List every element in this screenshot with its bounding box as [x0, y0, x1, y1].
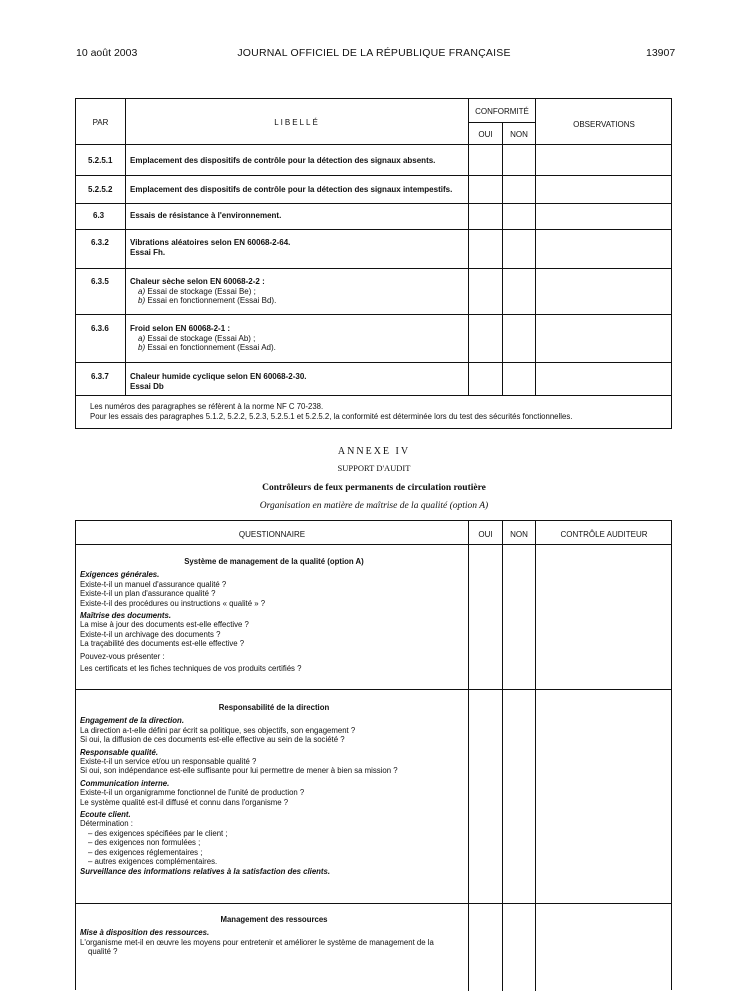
- audit-table: [75, 520, 672, 990]
- annex-title: ANNEXE IV: [337, 446, 411, 457]
- col-non-header: NON: [510, 130, 528, 139]
- section-quality-system: Système de management de la qualité (option A) Exigences générales. Existe-t-il un manuel d'assurance qualité ? Existe-t-il un plan d'assurance qualité ? Existe-t-il des procédures ou instructions « qualité » ? Maîtrise des documents. La mise à jour des documents est-elle effective ? Existe-t-il un archivage des documents ? La traçabilité des documents est-elle effective ? Pouvez-vous présenter : Les certificats et les fiches techniques de vos produits certifiés ?: [80, 557, 364, 674]
- row-libelle: Chaleur sèche selon EN 60068-2-2 : a) Essai de stockage (Essai Be) ; b) Essai en fonctionnement (Essai Bd).: [130, 277, 277, 305]
- page-header: [0, 47, 748, 61]
- row-par: 6.3.6: [91, 324, 109, 333]
- row-par: 6.3.2: [91, 238, 109, 247]
- row-libelle: Froid selon EN 60068-2-1 : a) Essai de stockage (Essai Ab) ; b) Essai en fonctionnement (Essai Ad).: [130, 324, 276, 352]
- col-oui-header: OUI: [478, 130, 493, 139]
- section-resource-management: Management des ressources Mise à disposition des ressources. L'organisme met-il en œuvre les moyens pour entretenir et améliorer le système de management de la qualité ?: [80, 915, 434, 957]
- row-par: 5.2.5.2: [88, 185, 113, 194]
- header-title: JOURNAL OFFICIEL DE LA RÉPUBLIQUE FRANÇAISE: [237, 47, 511, 59]
- row-par: 6.3.7: [91, 372, 109, 381]
- section-management-responsibility: Responsabilité de la direction Engagement de la direction. La direction a-t-elle défini par écrit sa politique, ses objectifs, son engagement ? Si oui, la diffusion de ces documents est-elle effective au sein de la société ? Responsable qualité. Existe-t-il un service et/ou un responsable qualité ? Si oui, son indépendance est-elle suffisante pour lui permettre de mener à bien sa mission ? Communication interne. Existe-t-il un organigramme fonctionnel de l'unité de production ? Le système qualité est-il diffusé et connu dans l'organisme ? Ecoute client. Détermination : – des exigences spécifiées par le client ; – des exigences non formulées ; – des exigences réglementaires ; – autres exigences complémentaires. Surveillance des informations relatives à la satisfaction des clients.: [80, 703, 398, 876]
- col-par-header: PAR: [92, 118, 109, 127]
- table-notes: Les numéros des paragraphes se réfèrent à la norme NF C 70-238. Pour les essais des paragraphes 5.1.2, 5.2.2, 5.2.3, 5.2.5.1 et 5.2.5.2, la conformité est déterminée lors du test des sécurités fonctionnelles.: [90, 402, 573, 421]
- row-par: 6.3.5: [91, 277, 109, 286]
- annex-subtitle: SUPPORT D'AUDIT: [337, 463, 411, 473]
- col-oui-header: OUI: [478, 530, 493, 539]
- row-par: 6.3: [93, 211, 105, 220]
- row-libelle: Vibrations aléatoires selon EN 60068-2-64. Essai Fh.: [130, 238, 291, 257]
- col-non-header: NON: [510, 530, 528, 539]
- row-libelle: Essais de résistance à l'environnement.: [130, 211, 282, 220]
- col-conformite-header: CONFORMITÉ: [475, 107, 529, 116]
- row-libelle: Chaleur humide cyclique selon EN 60068-2-30. Essai Db: [130, 372, 307, 391]
- col-libelle-header: LIBELLÉ: [274, 118, 320, 127]
- row-libelle: Emplacement des dispositifs de contrôle pour la détection des signaux intempestifs.: [130, 185, 453, 194]
- col-controle-header: CONTRÔLE AUDITEUR: [560, 530, 648, 539]
- col-questionnaire-header: QUESTIONNAIRE: [238, 530, 306, 539]
- col-observations-header: OBSERVATIONS: [573, 120, 635, 129]
- annex-subheading: Organisation en matière de maîtrise de la qualité (option A): [259, 501, 489, 511]
- header-date: 10 août 2003: [76, 47, 138, 59]
- page-number: 13907: [646, 47, 676, 59]
- row-par: 5.2.5.1: [88, 156, 113, 165]
- annex-heading: Contrôleurs de feux permanents de circulation routière: [262, 483, 486, 493]
- row-libelle: Emplacement des dispositifs de contrôle pour la détection des signaux absents.: [130, 156, 436, 165]
- conformity-table: [75, 98, 672, 429]
